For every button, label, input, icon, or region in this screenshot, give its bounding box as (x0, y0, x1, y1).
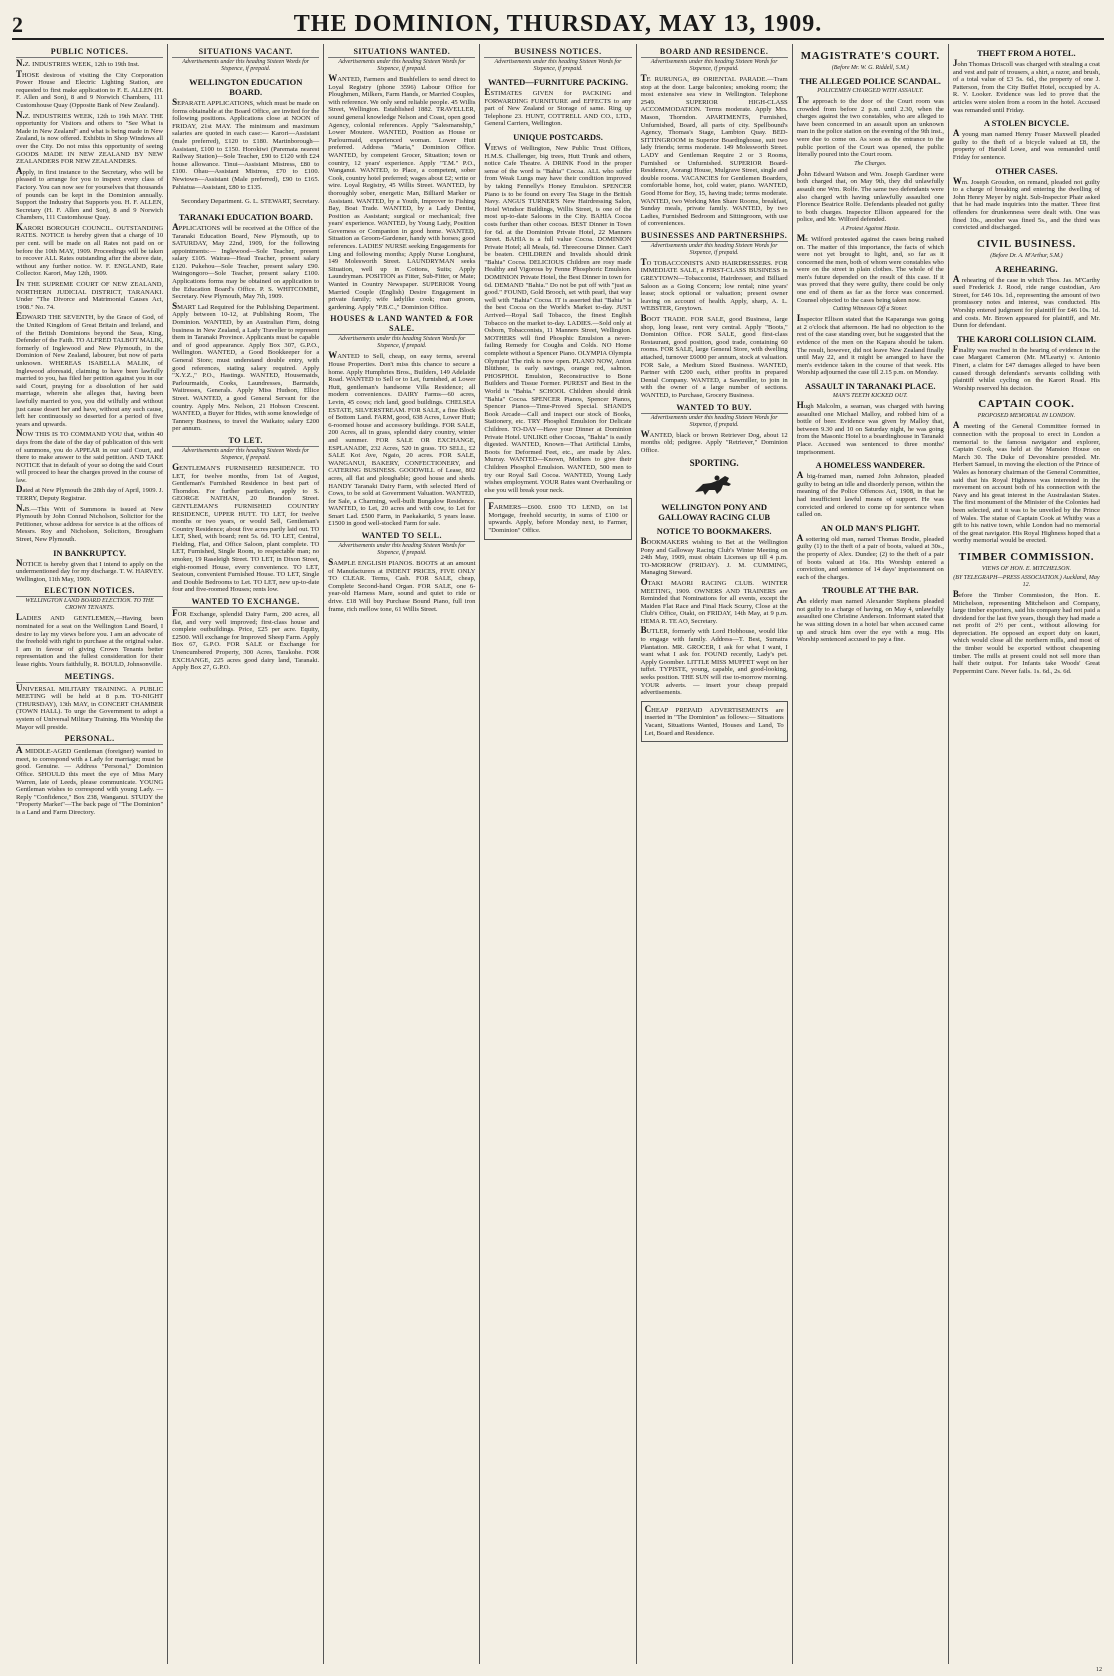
notice-text: IN THE SUPREME COURT OF NEW ZEALAND, NORTHERN JUDICIAL DISTRICT, TARANAKI. Under "The Divorce and Matrimonial Causes Act, 1908." No. 74. (16, 278, 164, 311)
notice-text: Apply, in first instance to the Secretary, who will be pleased to arrange for you to inspect every class of Factory. You can now see for yourselves that thousands of pounds can be kept in the Dominion annually. Support the Industry that Supports you. H. F. ALLEN, Secretary (H. F. Allen and Son), 8 and 9 Norwich Chambers, 111 Customhouse Quay. (16, 165, 164, 222)
rate-note: Advertisements under this heading Sixteen Words for Sixpence, if prepaid. (182, 447, 310, 461)
section-heading: PUBLIC NOTICES. (16, 47, 163, 58)
sub-heading: A STOLEN BICYCLE. (983, 118, 1069, 129)
rate-note: Advertisements under this heading Sixteen Words for Sixpence, if prepaid. (650, 59, 778, 72)
classified-text: FARMERS—£600. £600 TO LEND, on 1st Mortgage, freehold security, in sums of £100 or upwards. Apply, before Monday next, to Farmer, "Dominion" Office. (488, 501, 628, 535)
article-headline: TIMBER COMMISSION. (958, 550, 1095, 563)
article-text: John Thomas Driscoll was charged with stealing a coat and vest and pair of trousers, a shirt, a razor, and brush, of a total value of £3 5s. 6d., the property of one J. Patterson, from the City Buffet Hotel, occupied by A. R. V. Looker. Evidence was led to prove that the articles were stolen from a room in the hotel. Accused was remanded until Friday. (952, 58, 1100, 114)
notice-text: OTAKI MAORI RACING CLUB. WINTER MEETING, 1909. OWNERS AND TRAINERS are Reminded that Nominations for all events, except the Maiden Flat Race and Final Hack Scurry, Close at the Club's Office, Otaki, on FRIDAY, 14th May, at 9 p.m. HEMA R. TE AO, Secretary. (640, 576, 788, 625)
columns (12, 44, 1104, 1664)
section-heading: HOUSES & LAND WANTED & FOR SALE. (330, 314, 474, 334)
sub-heading: ASSAULT IN TARANAKI PLACE. (805, 381, 936, 391)
classified-text: ESTIMATES GIVEN for PACKING and FORWARDING FURNITURE and EFFECTS to any part of New Zealand or Storage of same. Ring up Telephone 23. HUNT, COTTRELL AND CO., LTD., General Carriers, Wellington. (484, 87, 632, 128)
article-text: A meeting of the General Committee formed in connection with the proposal to erect in London a memorial to the famous navigator and explorer, Captain Cook, was held at the Mansion House on March 30. The Duke of Devonshire presided. Mr. Herbert Samuel, in moving the election of the Prince of Wales as honorary chairman of the General Committee, said that his Royal Highness was interested in the movement on account both of his connection with the Navy and his great interest in the Australasian States. The first monument of the Minister of the Colonies had been selected, and it was to be unveiled by the Prince of Wales. The statue of Captain Cook at Whitby was a gift to his native town, while London had no memorial of the great navigator. His Royal Highness hoped that a worthy memorial would be erected. (952, 420, 1100, 545)
notice-text: UNIVERSAL MILITARY TRAINING. A PUBLIC MEETING will be held at 8 p.m. TO-NIGHT (THURSDAY), 13th MAY, in CONCERT CHAMBER (TOWN HALL). To urge the Government to adopt a system of Universal Military Training. His Worship the Mayor will preside. (16, 682, 164, 731)
sub-heading: Cutting Witnesses Off a Stoner. (833, 306, 908, 313)
column-board-residence (637, 44, 793, 1664)
column-magistrates-court (793, 44, 949, 1664)
sub-heading: VIEWS OF HON. E. MITCHELSON. (981, 565, 1071, 572)
article-text: An elderly man named Alexander Stephens pleaded not guilty to a charge of having, on May 4, unlawfully assaulted one Christine Anderson. Informant stated that he was sitting down in a hotel bar when accused came up and struck him over the eye with a mug. His Worship sentenced accused to pay a fine. (796, 595, 944, 644)
article-text: A big-framed man, named John Johnston, pleaded guilty to being an idle and disorderly person, within the meaning of the Police Offences Act, 1908, in that he had insufficient lawful means of support. He was convicted and ordered to come up for sentence when called on. (796, 470, 944, 519)
article-text: Wm. Joseph Groudon, on remand, pleaded not guilty to a charge of breaking and entering the dwelling of John Henry Meyer by night. Sub-Inspector Phair asked that he had made inquiries into the matter. Three first offenders for drunkenness were dealt with. One was fined 10s., another was fined 5s., and the third was convicted and discharged. (952, 175, 1100, 232)
sub-heading: WELLINGTON LAND BOARD ELECTION. TO THE CROWN TENANTS. (25, 598, 154, 612)
section-heading: WANTED TO BUY. (641, 403, 788, 414)
classified-text: TO TOBACCONISTS AND HAIRDRESSERS. FOR IMMEDIATE SALE, a FIRST-CLASS BUSINESS in GREYTOWN—Tobacconist, Hairdresser, and Billiard Saloon as a Going Concern; low rental; nine years' lease; stock optional or valuation; present owner leaving on account of health. Apply, sharp, A. L. WEBSTER, Greytown. (640, 256, 788, 313)
section-heading: ELECTION NOTICES. (16, 586, 163, 597)
article-text: The approach to the door of the Court room was crowded from before 2 p.m. until 2.30, when the charges against the two constables, who are alleged to have been concerned in an assault upon an unknown man in the police station on the evening of the 9th inst., were due to come on. As soon as the entrance to the public portion of the Court was opened, the public literally poured into the Court room. (796, 95, 944, 159)
sub-heading: MAN'S TEETH KICKED OUT. (832, 393, 908, 399)
sub-heading: WANTED—FURNITURE PACKING. (487, 77, 629, 87)
signature: Secondary Department. G. L. STEWART, Secretary. (181, 197, 320, 205)
sub-heading: WELLINGTON EDUCATION BOARD. (189, 77, 303, 97)
classified-text: SMART Lad Required for the Publishing Department. Apply between 10-12, at Publishing Room, The Dominion. WANTED, by an Australian Firm, doing business in New Zealand, a Lady Traveller to represent them in Taranaki Province. Applicants must be capable and of good appearance. Apply Box 307, G.P.O., Wellington. WANTED, a Good Bookkeeper for a General Store; must understand double entry, with good references, stating salary required. Apply "X.Y.Z.," P.O., Hastings. WANTED, Housemaids, Parlourmaids, Cooks, Laundresses, Barmaids, Waitresses, Generals. Apply Miss Hudson, Ellice Street. WANTED, a good General Servant for the country. Apply Mrs. Nelson, 21 Hobson Crescent. WANTED, a Buyer for Hides, with some knowledge of Tannery Business, to travel the Waikato; salary £200 per annum. (172, 300, 320, 433)
section-heading: BOARD AND RESIDENCE. (641, 47, 788, 58)
section-heading: SPORTING. (689, 458, 739, 469)
newspaper-title: THE DOMINION, THURSDAY, MAY 13, 1909. (293, 11, 823, 37)
notice-text: EDWARD THE SEVENTH, by the Grace of God, of the United Kingdom of Great Britain and Ireland, and of the British Dominions beyond the Seas, King, Defender of the Faith. TO ALFRED TALBOT MALIK, formerly of Inglewood and New Plymouth, in the Dominion of New Zealand, labourer, but now of parts unknown. WHEREAS ISABELLA MALIK, of Inglewood aforesaid, claiming to have been lawfully married to you, has filed her petition against you in our said Court, praying for a dissolution of her said marriage, wherein she alleges that, having been lawfully married to you, you did wilfully and without just cause desert her and have, without any such cause, left her continuously so deserted for a period of five years and upwards. (16, 311, 164, 428)
sub-heading: A REHEARING. (995, 263, 1058, 274)
sub-heading: TARANAKI EDUCATION BOARD. (178, 211, 313, 222)
section-heading: TO LET. (172, 436, 319, 447)
classified-text: WANTED, Farmers and Bushfellers to send direct to Loyal Registry (phone 3596) Labour Office for Ploughmen, Milkers, Farm Hands, or Married Couples, with reference. We only send reliable people. 45 Willis Street, Wellington. Established 1882. TRAVELLER, sound general knowledge Nelson and Coast, open good Agency, colonial references. Apply "Salesmanship," Lower Moutere. WANTED, Position as House or Parlourmaid, experienced woman. Lower Hutt preferred. Address "Maria," Dominion Office. WANTED, by competent Grocer, Situation; town or country, 12 years' experience. Apply "T.M." P.O., Wanganui. WANTED, to Place, a competent, sober Cook, country hotel preferred; wages about £2; write or wire. Loyal Registry, 45 Willis Street. WANTED, by thoroughly sober, energetic Man, Billiard Marker or Assistant. WANTED, by a Youth, Improver to Fishing Bay, Boat Trade. WANTED, by a Lady Dentist, Position as Assistant; surgical or mechanical; five years' experience. WANTED, by Young Lady, Position Governess or Companion in good home. WANTED, Situation as Groom-Gardener, handy with horses; good references. LADIES' NURSE seeking Engagements for Ling and following months; Apply Nurse Longhurst, 149 Molesworth Street. LAUNDRYMAN seeks Situation, well up in Cottons, Suits; Apply Laundryman. POSITION as Fitter, Sub-Fitter, or Mate; Wanted in Country Newspaper. SUPERIOR Young Married Couple (English) Desire Engagement in private family; wife ladylike cook; man groom, gardening. Apply "P.B.C.," Dominion Office. (328, 73, 476, 311)
notice-text: LADIES AND GENTLEMEN,—Having been nominated for a seat on the Wellington Land Board, I desire to lay my views before you. I am an advocate of the freehold with right to purchase at the original value. I am in favour of giving Crown Tenants better representation and the fullest consideration for their lease rights. Yours faithfully, R. BOULD, Johnsonville. (16, 612, 164, 668)
classified-text: TE RURUNGA, 89 ORIENTAL PARADE.—Tram stop at the door. Large balconies; smoking room; the most extensive sea view in Wellington. Telephone 2549. SUPERIOR HIGH-CLASS ACCOMMODATION. Terms moderate. Apply Mrs. Mason, Thorndon. APARTMENTS, Furnished, Unfurnished, Board, all parts of city. Spellbound's Agency, Thomas's Stage, Lambton Quay. BED-SITTINGROOM in Superior Boardinghouse, suit two lady friends; terms moderate. 149 Molesworth Street. LADY and Gentleman Require 2 or 3 Rooms, Furnished or Unfurnished. SUPERIOR Board-Residence, Aorangi House, Mulgrave Street, single and double rooms. VACANCIES for Gentlemen Boarders, comfortable home, hot, cold water, piano. WANTED, Good Home for Boy, 15, having trade; terms moderate. WANTED, two Working Men Share Rooms, breakfast, Sunday meals, private family. WANTED, by two Ladies, Furnished Bedroom and Sittingroom, with use of conveniences. (640, 73, 788, 228)
column-news (949, 44, 1104, 1664)
section-heading: SITUATIONS VACANT. (172, 47, 319, 58)
rate-note: Advertisements under this heading Sixteen Words for Sixpence, if prepaid. (338, 543, 466, 557)
article-text: Mr. Wilford protested against the cases being rushed on. The matter of this importance, the facts of which were not yet brought to light, and, so far as it concerned the men, both of whom were constables who were on the street in plain clothes. The whole of the men's future depended on the result of this case. If it was proved that they were guilty, there could be only one end of them as far as the force was concerned. Counsel objected to the cases being taken now. (796, 232, 944, 304)
corner-mark: 12 (1096, 1667, 1102, 1673)
sub-heading: TROUBLE AT THE BAR. (822, 585, 919, 596)
rate-note: Advertisements under this heading Sixteen Words for Sixpence, if prepaid. (182, 59, 310, 72)
article-byline: (Before Dr. A. M'Arthur, S.M.) (990, 252, 1063, 259)
notice-text: NOTICE is hereby given that I intend to apply on the undermentioned day for my discharge. T. W. HARVEY. Wellington, 11th May, 1909. (16, 557, 164, 583)
rate-note: Advertisements under this heading Sixteen Words for Sixpence, if prepaid. (338, 59, 466, 72)
sub-heading: THE KARORI COLLISION CLAIM. (956, 333, 1096, 344)
section-heading: WANTED TO SELL. (328, 531, 475, 542)
club-name: WELLINGTON PONY AND GALLOWAY RACING CLUB (658, 501, 771, 522)
notice-text: APPLICATIONS will be received at the Office of the Taranaki Education Board, New Plymouth, up to SATURDAY, May 22nd, 1909, for the following appointments:— Inglewood—Sole Teacher, present salary £105. Wairau—Head Teacher, present salary £120. Pukehou—Sole Teacher, present salary £90. Waingongoro—Sole Teacher, present salary £100. Applications forms may be obtained on application to the Education Board's Office. P. S. WHITCOMBE, Secretary. New Plymouth, May 7th, 1909. (172, 221, 320, 301)
column-situations-wanted (324, 44, 480, 1664)
rate-note: Advertisements under this heading Sixteen Words for Sixpence, if prepaid. (338, 336, 466, 350)
notice-text: SEPARATE APPLICATIONS, which must be made on forms obtainable at the Board Office, are invited for the following positions. Applications close at NOON of FRIDAY, 21st MAY. The minimum and maximum salaries are quoted in each case:— Karori—Assistant (male preferred), £120 to £180. Martinborough—Assistant, £100 to £150. Horokiwi (Paremata nearest Railway Station)—Sole Teacher, £90 to £120 with £24 house allowance. Tinui—Assistant Mistress, £80 to £100. Ohau—Assistant Mistress, £70 to £100. Newtown—Assistant (Male preferred), £90 to £165. Pahiatua—Assistant, £80 to £135. (172, 97, 320, 191)
article-text: A young man named Henry Fraser Maxwell pleaded guilty to the theft of a bicycle valued at £8, the property of Harold Lowe, and was remanded until Friday for sentence. (952, 128, 1100, 161)
dateline: (BY TELEGRAPH—PRESS ASSOCIATION.) Auckland, May 12. (953, 574, 1100, 588)
article-headline: MAGISTRATE'S COURT. (800, 50, 940, 62)
section-heading: BUSINESS NOTICES. (484, 47, 631, 58)
notice-text: N.B.—This Writ of Summons is issued at New Plymouth by John Conrad Nicholson, Solicitor for the Petitioner, whose address for service is at the offices of Messrs. Roy and Nicholson, Solicitors, Brougham Street, New Plymouth. (16, 502, 164, 544)
article-text: A rehearing of the case in which Thos. Jas. M'Carthy sued Frederick J. Rood, ride range custodian, Aro Street, for £46 10s. 1d., representing the amount of two promissory notes and interest, was conducted. His Worship entered judgment for plaintiff for £46 10s. 1d. and costs. Mr. Brown appeared for plaintiff, and Mr. Dunn for defendant. (952, 273, 1100, 330)
page-number: 2 (12, 12, 23, 37)
article-text: Inspector Ellison stated that the Kaparanga was going at 2 o'clock that afternoon. He had no objection to the rest of the case standing over, but he suggested that the evidence of the men on the Kapara should be taken. The result, however, did not leave New Zealand finally until May 22, and it might be arranged to have the men's evidence taken in the course of that week. His Worship adjourned the case till 2.15 p.m. on Monday. (796, 313, 944, 377)
notice-text: BOOKMAKERS wishing to Bet at the Wellington Pony and Galloway Racing Club's Winter Meeting on 24th May, 1909, must obtain Licenses up till 4 p.m. TO-MORROW (FRIDAY). J. M. CUMMING, Managing Steward. (640, 535, 788, 577)
section-heading: MEETINGS. (16, 672, 163, 683)
notice-text: THOSE desirous of visiting the City Corporation Power House and Electric Lighting Station, are requested to first make application to F. E. ALLEN (H. F. Allen and Son), 8 and 9 Norwich Chambers, 111 Customhouse Quay (Opposite Bank of New Zealand). (16, 68, 164, 109)
article-text: John Edward Watson and Wm. Joseph Gardiner were both charged that, on May 9th, they did unlawfully assault one Wm. Rolfe. The same two defendants were also charged with having unlawfully assaulted one Florence Beatrice Rolfe. Defendants pleaded not guilty to both charges. Inspector Ellison appeared for the police, and Mr. Wilford defended. (796, 167, 944, 224)
rate-note: Advertisements under this heading Sixteen Words for Sixpence, if prepaid. (494, 59, 622, 72)
classified-text: BUTLER, formerly with Lord Hobhouse, would like to engage with family. Address—T. Best, Sumatra Plantation. MR. GROCER, I ask for what I want, I want what I ask for. FOUND recently, Lady's pet. Apply Goomber. LITTLE MISS MUFFET wept on her tuffet. TYPISTE, young, capable, and good-looking, seeks position. THE SUN will rise to-morrow morning. YOUR adverts. — insert your cheap prepaid advertisements. (640, 625, 788, 697)
article-byline: (Before Mr. W. G. Riddell, S.M.) (831, 65, 909, 71)
section-heading: PERSONAL. (16, 734, 163, 745)
section-heading: SITUATIONS WANTED. (328, 47, 475, 58)
classified-text: BOOT TRADE. FOR SALE, good Business, large shop, long lease, rent very central. Apply "Boots," Dominion Office. FOR SALE, good first-class Restaurant, good position, good trade, containing 60 rooms. FOR SALE, large General Store, with dwelling attached, turnover £6000 per annum, stock at valuation. FOR Sale, a Medium Sized Business. WANTED, Partner with £200 each, either profits in prepared Dental Company. WANTED, a Sawmiller, to join in with the owner of a large number of sections. WANTED, to Purchase, Grocery Business. (640, 313, 788, 399)
sub-heading: POLICEMEN CHARGED WITH ASSAULT. (817, 88, 924, 94)
notice-text: N.Z. INDUSTRIES WEEK, 12th to 19th MAY. THE opportunity for Visitors and others to "See What is Made in New Zealand" and what is being made in New Zealand, is now offered. Exhibits in Shop Windows all over the City. Do not miss this opportunity of seeing GOODS MADE IN NEW ZEALAND BY NEW ZEALANDERS FOR NEW ZEALANDERS. (16, 109, 164, 166)
column-public-notices (12, 44, 168, 1664)
rates-box (641, 701, 788, 742)
classified-text: FOR Exchange, splendid Dairy Farm, 200 acres, all flat, and very well improved; first-class house and complete outbuildings. Price, £25 per acre. Equity, £2500. Will exchange for Improved Sheep Farm. Apply Box 67, G.P.O. FOR SALE or Exchange for Unencumbered Property, 300 Acres, Tarakohe. FOR EXCHANGE, 225 acres good dairy land, Taranaki. Apply Box 27, G.P.O. (172, 608, 320, 672)
notice-text: NOW THIS IS TO COMMAND YOU that, within 40 days from the date of the day of publication of this writ of summons, you do APPEAR in our said Court, and there to make answer to the said petition. AND TAKE NOTICE that in default of your so doing the said Court will proceed to hear the charges proved in the course of law. (16, 428, 164, 484)
article-text: Hugh Malcolm, a seaman, was charged with having assaulted one Michael Malloy, and robbed him of a bottle of beer. Evidence was given by Malloy that, between 9.30 and 10 on Saturday night, he was going from the Masonic Hotel to a boardinghouse in Taranaki Place. Accused was sentenced to three months' imprisonment. (796, 400, 944, 456)
sub-heading: A Protest Against Haste. (840, 225, 900, 232)
classified-text: WANTED, black or brown Retriever Dog, about 12 months old; pedigree. Apply "Retriever," Dominion Office. (640, 428, 788, 454)
classified-text: GENTLEMAN'S FURNISHED RESIDENCE. TO LET, for twelve months, from 1st of August, Gentleman's Furnished Residence in best part of Thorndon. For further particulars, apply to S. GEORGE NATHAN, 20 Brandon Street. GENTLEMAN'S FURNISHED COUNTRY RESIDENCE, UPPER HUTT. TO LET, for twelve months or two years, or would Sell, Gentleman's Country Residence; about five acres partly laid out. TO LET, Shed, with board; rent 5s. 6d. TO LET, Central, Fielding, Flat, and Office Saloon, plant complete. TO LET, Furnished, Single Room, to respectable man; no smoker, 19 Raseleigh Street. TO LET, in Dixon Street, eight-roomed House, every convenience. TO LET, Seatoun, convenient Furnished House. TO LET, Single and Double Bedrooms to Let. TO LET, new up-to-date four and five-roomed Houses; rents low. (172, 461, 320, 594)
sub-heading: THE ALLEGED POLICE SCANDAL. (799, 76, 941, 86)
section-heading: BUSINESSES AND PARTNERSHIPS. (640, 230, 788, 240)
rate-note: Advertisements under this heading Sixteen Words for Sixpence, if prepaid. (650, 242, 778, 256)
sub-heading: OTHER CASES. (995, 165, 1058, 176)
article-text: Before the Timber Commission, the Hon. E. Mitchelson, representing Mitchelson and Company, large timber exporters, said his company had not paid a dividend for the last five years, though they had made a net profit of 2½ per cent., without allowing for depreciation. He opposed an export duty on kauri, which would close all the northern mills, and most of the timber would be exported without cheapening timber. The mills at present could not sell more than half their output. For Infants take Woods' Great Peppermint Cure. Never fails. 1s. 6d., 2s. 6d. (952, 588, 1100, 675)
sub-heading: A HOMELESS WANDERER. (815, 460, 925, 471)
sub-heading: IN BANKRUPTCY. (53, 547, 127, 558)
loan-advert (484, 498, 631, 539)
notice-text: KARORI BOROUGH COUNCIL. OUTSTANDING RATES. NOTICE is hereby given that a charge of 10 per cent. will be made on all Rates not paid on or before the 10th MAY, 1909. Proceedings will be taken to recover ALL Rates outstanding after the above date, without any further notice. W. F. ENGLAND, Rate Collector. Karori, May 12th, 1909. (16, 221, 164, 278)
column-situations-vacant (168, 44, 324, 1664)
masthead (12, 8, 1104, 40)
rate-note: Advertisements under this heading Sixteen Words for Sixpence, if prepaid. (650, 414, 778, 428)
article-text: A sottering old man, named Thomas Brodie, pleaded guilty (1) to the theft of a pair of boots, valued at 30s., the property of Alex. Dundee; (2) to the theft of a pair of boots valued at 16s. His Worship entered a conviction, and sentence of 14 days' imprisonment on each of the charges. (796, 532, 944, 581)
article-headline: CIVIL BUSINESS. (976, 237, 1076, 250)
classified-text: WANTED to Sell, cheap, on easy terms, several House Properties. Don't miss this chance to secure a home. Apply Humphries Bros., Builders, 149 Adelaide Road. WANTED to Sell or to Let, furnished, at Lower Hutt, gentleman's handsome Villa Residence; all modern conveniences. DAIRY Farms—60 acres, Levin, 45 cows; rich land, good buildings. CHELSEA ESTATE, SILVERSTREAM. FOR SALE, a fine Block of Bottom Land. FARM, good, 638 Acres, Lower Hutt; 6-roomed house and accessory buildings. FOR SALE, 200 Acres, all in grass, splendid dairy country, winter and summer. FOR SALE OR EXCHANGE, ESPLANADE, 232 Acres, 520 in grass. TO SELL, £2 SALE Kot Ave, Ngaio, 20 acres. FOR SALE, WANGANUI, BAKERY, CONFECTIONERY, and CATERING BUSINESS. GOODWILL of Lease, 802 acres, all flat and ploughable; good house and sheds. HANDY Taranaki Dairy Farm, with selected Herd of Cows, to be sold at Government Valuation. WANTED, for Sale, a Charming, well-built Bungalow Residence. WANTED, to Let, 20 acres and with cow, to Let for Smart Lad. £500 Farm, in Paekakariki, 5 years lease. £1500 in good well-stocked Farm for sale. (328, 350, 476, 528)
section-heading: WANTED TO EXCHANGE. (172, 597, 319, 608)
classified-text: VIEWS of Wellington, New Public Trust Offices, H.M.S. Challenger, big trees, Hutt Trunk and others, notice Cafe Theatre. A DRINK Food in the proper sense of the word is "Bahia" Cocoa. ALL who suffer from Weak Lungs may have their condition improved by taking Fennelly's Honey Emulsion. SPENCER Piano is to be found on every Tea Stage in the British Navy. ANGUS TURNER'S New Hairdressing Salon, Hotel Windsor Buildings, Willis Street, is one of the most up-to-date Saloons in the City. BAHIA Cocoa costs further than other cocoas. BEST Dinner in Town for 6d. at the Dominion Private Hotel, 22 Manners Street. BAHIA is a full value Cocoa. DOMINION Private Hotel; all Meals, 6d. Threecourse Dinner. Can't be beaten. CHILDREN and Invalids should drink "Bahia" Cocoa. DELICIOUS Children are rosy made Healthy and Vigorous by Fenne Phosphoric Emulsion. DOMINION Private Hotel, the Best Dinner in town for 6d. DEMAND "Bahia." Do not be put off with "just as good." FOUND, Gold Brooch, set with pearl, that way well with "Bahia" Cocoa. IT is asserted that "Bahia" is the best Cocoa on the World's Market to-day. JUST Arrived—Royal Sail Tobacco, the finest English Tobacco on the market to-day. LADIES.—Sold only at Osborn, Tobacconists, 11 Manners Street, Wellington. MOTHERS will find Phosphic Emulsion a never-failing Remedy for Coughs and Colds. NO Home complete without a Spencer Piano. OLYMPIA Olympia Olympia! The rink is now open. PLANO NOW, Anton Blüthner, is early savings, orange red, salmon. PHOSPHOL Emulsion, Reconstructive to Bone Builders and Tissue Former. PUREST and Best in the World is "Bahia." SCHOOL Children should drink "Bahia" Cocoa. SPENCER Pianos, Spencer Pianos, Spencer Pianos—Time-Proved Special. SHAND'S Book Arcade—Call and inspect our stock of Books, Stationery, etc. TRY Phosphol Emulsion for Delicate Children. TO-DAY—Have your Dinner at Dominion Private Hotel. UNLIKE other Cocoas, "Bahia" is easily digested. WANTED, Known—That Artificial Limbs, Boots for Deformed Feet, etc., are made by Alex. Murray. WANTED—Known, Mothers to give their Children Phosphol Emulsion. WANTED, 500 men to try our Royal Sail Cocoa. WANTED, Young Lady wishes employment. YOUR Rates want Overhauling or else you will break your neck. (484, 141, 632, 494)
notice-text: Dated at New Plymouth the 28th day of April, 1909. J. TERRY, Deputy Registrar. (16, 484, 164, 503)
sub-heading: THEFT FROM A HOTEL. (977, 48, 1076, 58)
sub-heading: NOTICE TO BOOKMAKERS. (656, 525, 772, 536)
sub-heading: The Charges. (854, 160, 887, 167)
notice-text: A MIDDLE-AGED Gentleman (foreigner) wanted to meet, to correspond with a Lady for marriage; must be good. Genuine. — Address "Personal," Dominion Office. SHOULD this meet the eye of Miss Mary Warren, late of Leeds, please communicate. YOUNG Gentleman wishes to correspond with young Lady. — Reply "Confidence," Box 238, Wanganui. STUDY the "Property Market"—The back page of "The Dominion" is a Land and Farm Directory. (16, 745, 164, 816)
racing-horse-icon (691, 472, 737, 498)
article-headline: CAPTAIN COOK. (978, 398, 1075, 411)
sub-heading: UNIQUE POSTCARDS. (513, 131, 603, 142)
notice-text: CHEAP PREPAID ADVERTISEMENTS are inserted in "The Dominion" as follows:— Situations Vacant, Situations Wanted, Houses and Land, To Let, Board and Residence. (644, 703, 784, 737)
column-business-notices (480, 44, 636, 1664)
classified-text: SAMPLE ENGLISH PIANOS. BOOTS at an amount of Manufacturers at INDENT PRICES, FIVE ONLY TO CLEAR. Terms, Cash. FOR SALE, cheap, Complete Second-hand Organ. FOR SALE, one 6-year-old Harness Mare, sound and quiet to ride or drive. £18 Will buy Purchase Bound Piano, full iron frame, rich mellow tone, 61 Willis Street. (328, 557, 476, 613)
notice-text: N.Z. INDUSTRIES WEEK, 12th to 19th Inst. (16, 58, 140, 68)
sub-heading: PROPOSED MEMORIAL IN LONDON. (977, 413, 1076, 420)
article-text: Finality was reached in the hearing of evidence in the case Margaret Cameron (Mr. M'Learty) v. Antonio Fineri, a claim for £47 damages alleged to have been caused through defendant's servants colliding with plaintiff whilst cycling on the Karori Road. His Worship reserved his decision. (952, 343, 1100, 392)
sub-heading: AN OLD MAN'S PLIGHT. (820, 522, 920, 533)
